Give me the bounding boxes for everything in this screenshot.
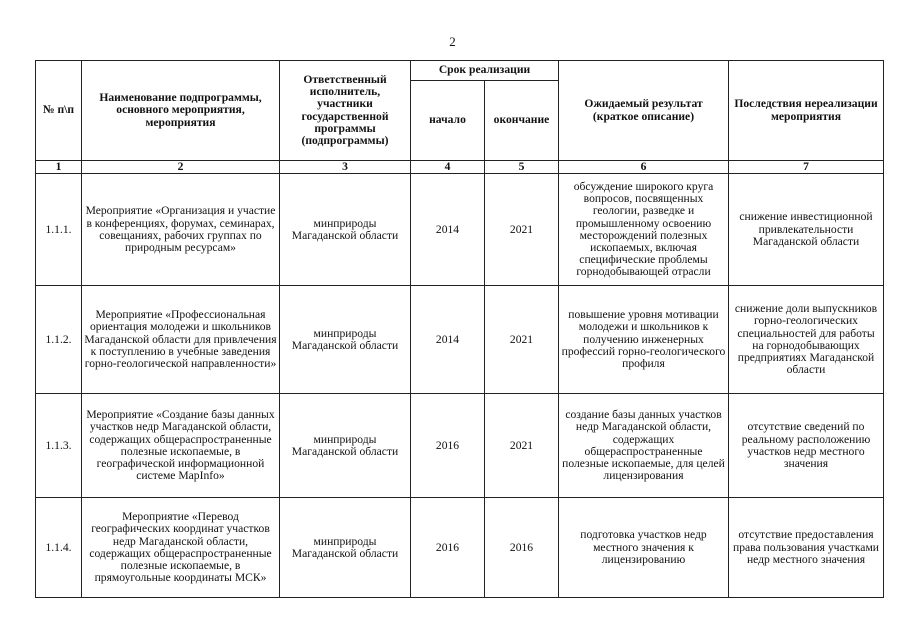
row-consequences: снижение доли выпускников горно-геологических специальностей для работы на горнодобывающих предприятиях Магаданской области <box>729 286 884 394</box>
row-executor: минприроды Магаданской области <box>280 174 411 286</box>
table-row <box>36 498 884 598</box>
table-row <box>36 394 884 498</box>
row-start: 2014 <box>411 174 485 286</box>
row-number: 1.1.3. <box>36 394 82 498</box>
row-number: 1.1.4. <box>36 498 82 598</box>
column-number: 6 <box>559 161 729 174</box>
row-number: 1.1.2. <box>36 286 82 394</box>
row-number: 1.1.1. <box>36 174 82 286</box>
row-consequences: отсутствие предоставления права пользования участками недр местного значения <box>729 498 884 598</box>
row-name: Мероприятие «Перевод географических координат участков недр Магаданской области, содержащих общераспространенные полезные ископаемые, в прямоугольные координаты МСК» <box>82 498 280 598</box>
row-end: 2021 <box>485 394 559 498</box>
column-number: 2 <box>82 161 280 174</box>
column-number: 5 <box>485 161 559 174</box>
header-executor: Ответственный исполнитель, участники государственной программы (подпрограммы) <box>280 61 411 161</box>
header-name: Наименование подпрограммы, основного мероприятия, мероприятия <box>82 61 280 161</box>
row-name: Мероприятие «Создание базы данных участков недр Магаданской области, содержащих общераспространенные полезные ископаемые, в географической информационной системе MapInfo» <box>82 394 280 498</box>
header-result: Ожидаемый результат (краткое описание) <box>559 61 729 161</box>
row-result: подготовка участков недр местного значения к лицензированию <box>559 498 729 598</box>
table-row <box>36 286 884 394</box>
header-num: № п\п <box>36 61 82 161</box>
header-end: окончание <box>485 81 559 161</box>
row-executor: минприроды Магаданской области <box>280 394 411 498</box>
row-start: 2014 <box>411 286 485 394</box>
header-period: Срок реализации <box>411 61 559 81</box>
row-consequences: отсутствие сведений по реальному расположению участков недр местного значения <box>729 394 884 498</box>
row-end: 2016 <box>485 498 559 598</box>
row-consequences: снижение инвестиционной привлекательности Магаданской области <box>729 174 884 286</box>
row-name: Мероприятие «Организация и участие в конференциях, форумах, семинарах, совещаниях, рабочих группах по природным ресурсам» <box>82 174 280 286</box>
row-result: повышение уровня мотивации молодежи и школьников к получению инженерных профессий горно-геологического профиля <box>559 286 729 394</box>
header-start: начало <box>411 81 485 161</box>
row-result: обсуждение широкого круга вопросов, посвященных геологии, разведке и промышленному освоению месторождений полезных ископаемых, включая специфические проблемы горнодобывающей отрасли <box>559 174 729 286</box>
row-start: 2016 <box>411 498 485 598</box>
row-executor: минприроды Магаданской области <box>280 498 411 598</box>
row-end: 2021 <box>485 174 559 286</box>
row-start: 2016 <box>411 394 485 498</box>
column-number: 4 <box>411 161 485 174</box>
row-result: создание базы данных участков недр Магаданской области, содержащих общераспространенные полезные ископаемые, для целей лицензирования <box>559 394 729 498</box>
row-executor: минприроды Магаданской области <box>280 286 411 394</box>
page-number: 2 <box>449 34 456 49</box>
row-name: Мероприятие «Профессиональная ориентация молодежи и школьников Магаданской области для привлечения к поступлению в учебные заведения горно-геологической направленности» <box>82 286 280 394</box>
column-number: 3 <box>280 161 411 174</box>
program-table <box>35 60 884 598</box>
header-consequences: Последствия нереализации мероприятия <box>729 61 884 161</box>
column-number: 7 <box>729 161 884 174</box>
column-number-row <box>36 161 884 174</box>
table-row <box>36 174 884 286</box>
row-end: 2021 <box>485 286 559 394</box>
column-number: 1 <box>36 161 82 174</box>
